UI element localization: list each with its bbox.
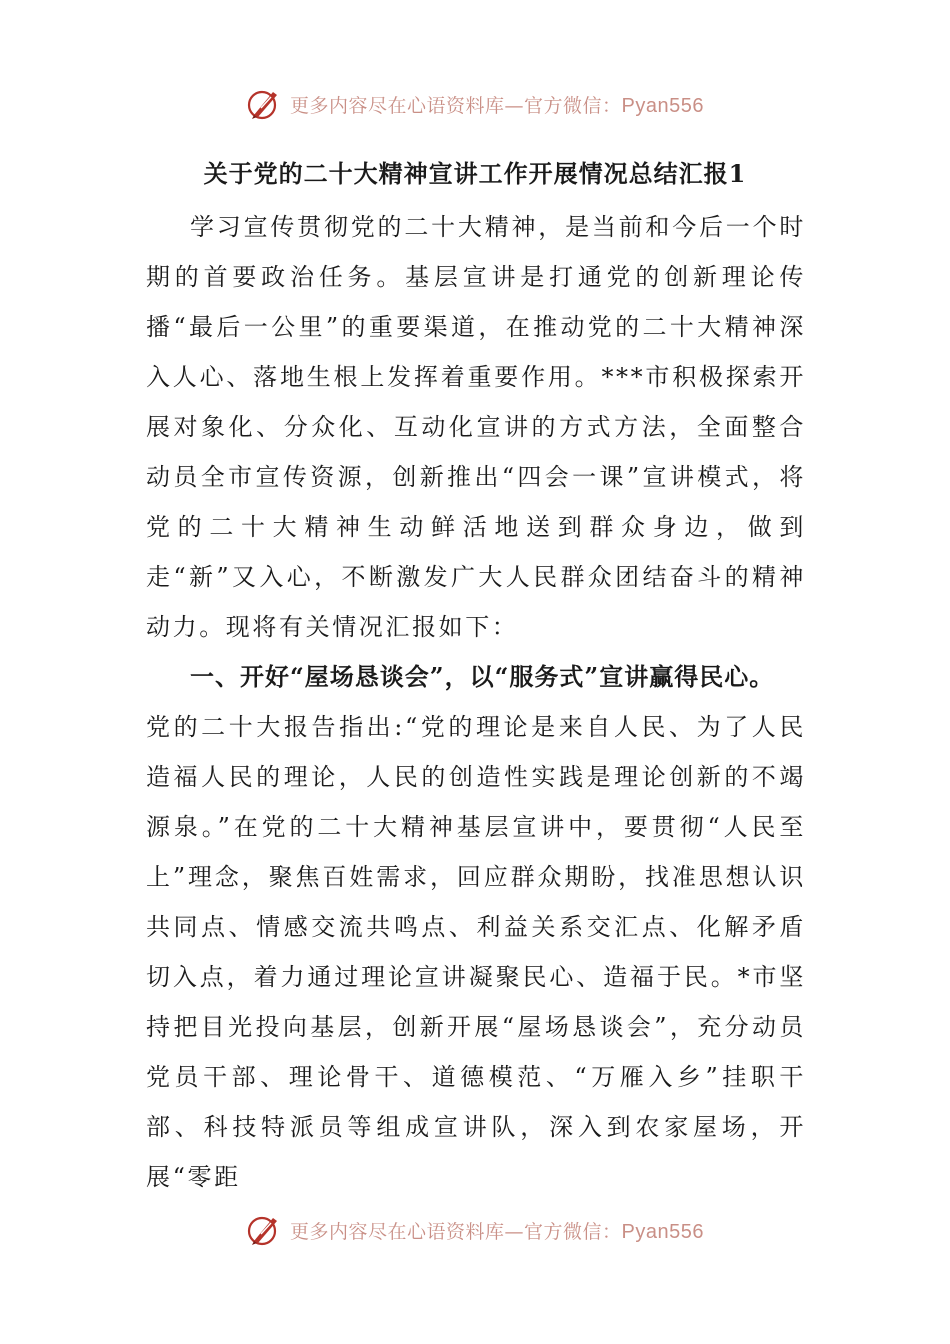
watermark-text: 更多内容尽在心语资料库—官方微信：Pyan556 bbox=[290, 1220, 704, 1243]
document-title: 关于党的二十大精神宣讲工作开展情况总结汇报1 bbox=[203, 159, 747, 188]
fountain-pen-logo-icon bbox=[246, 1212, 282, 1248]
watermark-text: 更多内容尽在心语资料库—官方微信：Pyan556 bbox=[290, 94, 704, 117]
document-body bbox=[146, 202, 806, 1202]
section-paragraph-1: 党的二十大报告指出:“党的理论是来自人民、为了人民造福人民的理论，人民的创造性实践是理论创新的不竭源泉。”在党的二十大精神基层宣讲中，要贯彻“人民至上”理念，聚焦百姓需求，回应群众期盼，找准思想认识共同点、情感交流共鸣点、利益关系交汇点、化解矛盾切入点，着力通过理论宣讲凝聚民心、造福于民。*市坚持把目光投向基层，创新开展“屋场恳谈会”，充分动员党员干部、理论骨干、道德模范、“万雁入乡”挂职干部、科技特派员等组成宣讲队，深入到农家屋场，开展“零距 bbox=[146, 713, 806, 1191]
fountain-pen-logo-icon bbox=[246, 86, 282, 122]
section-heading-1: 一、开好“屋场恳谈会”，以“服务式”宣讲赢得民心。 bbox=[190, 662, 775, 691]
wechat-id: Pyan556 bbox=[621, 94, 704, 117]
header-watermark bbox=[0, 84, 950, 124]
intro-paragraph: 学习宣传贯彻党的二十大精神，是当前和今后一个时期的首要政治任务。基层宣讲是打通党的创新理论传播“最后一公里”的重要渠道，在推动党的二十大精神深入人心、落地生根上发挥着重要作用。***市积极探索开展对象化、分众化、互动化宣讲的方式方法，全面整合动员全市宣传资源，创新推出“四会一课”宣讲模式，将党的二十大精神生动鲜活地送到群众身边，做到走“新”又入心，不断激发广大人民群众团结奋斗的精神动力。现将有关情况汇报如下： bbox=[146, 213, 806, 641]
footer-watermark bbox=[0, 1210, 950, 1250]
wechat-id: Pyan556 bbox=[621, 1220, 704, 1243]
